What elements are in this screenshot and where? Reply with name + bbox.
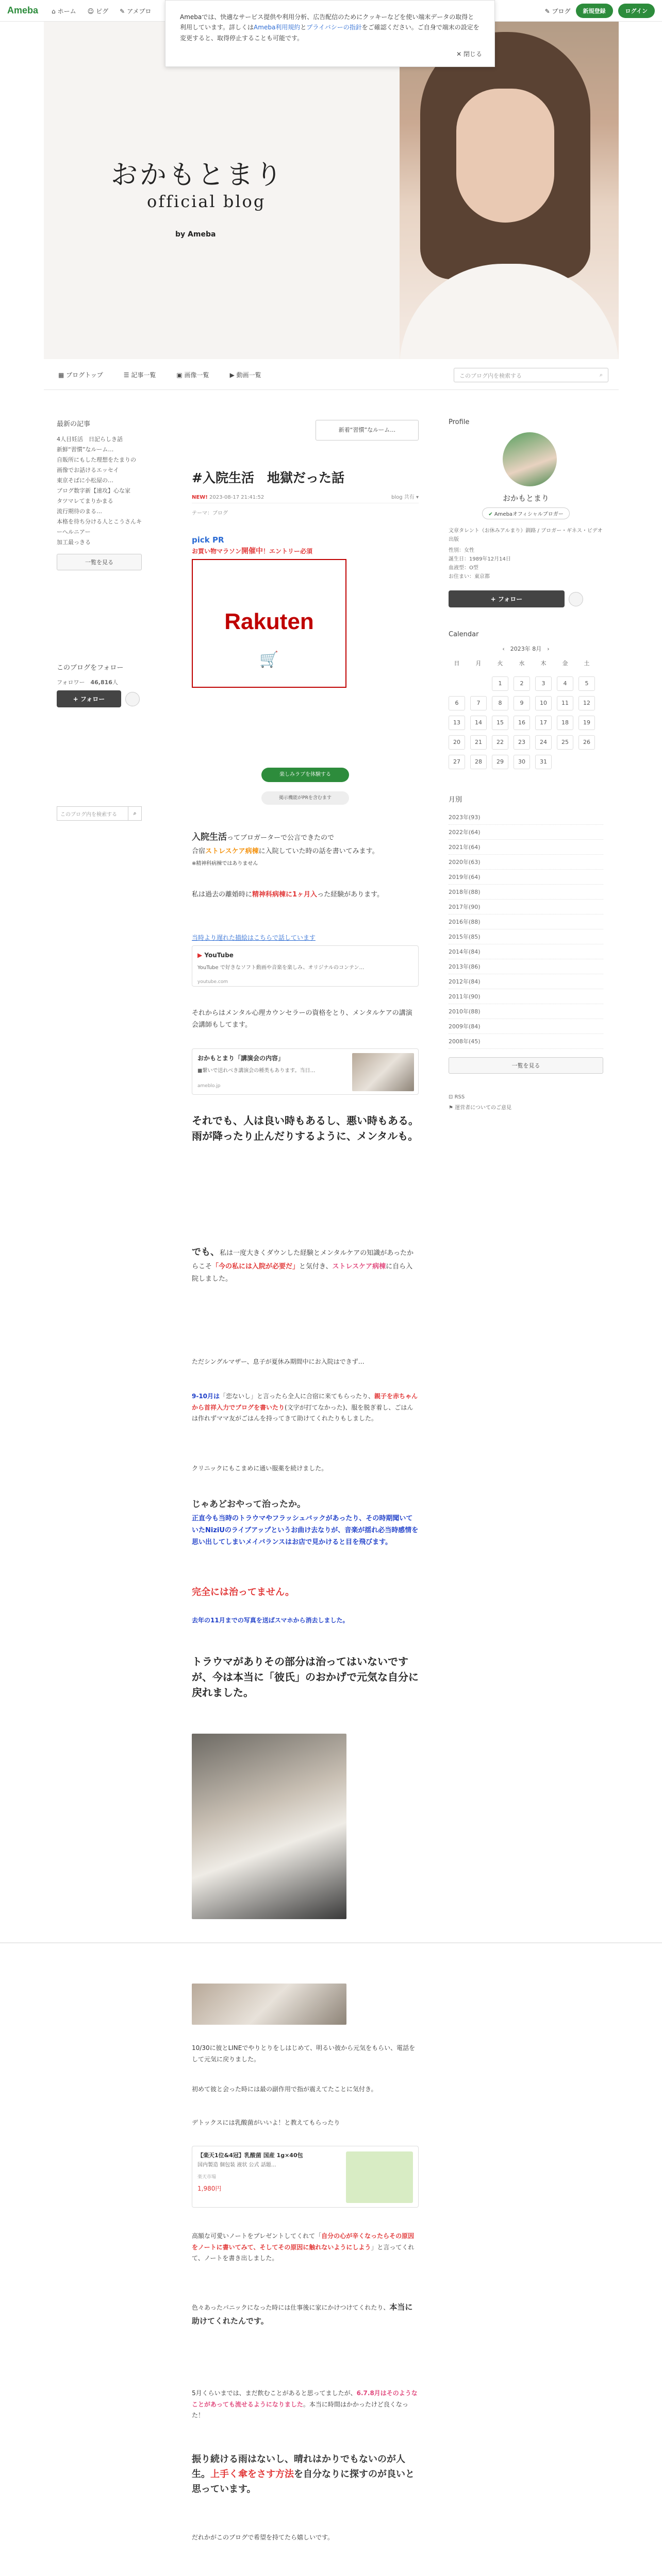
header-portrait-image (400, 22, 619, 359)
calendar-day[interactable]: 29 (492, 755, 508, 769)
more-options-button[interactable] (125, 692, 140, 706)
follow-box (57, 662, 142, 707)
calendar-day[interactable]: 25 (557, 735, 573, 750)
blog-title: おかもとまり (111, 160, 285, 191)
p16c: 。本当に時間はかかったけど良くなった！ (192, 2400, 408, 2419)
p4d: と気付き、 (299, 1263, 333, 1271)
paragraph-13: デトックスには乳酸菌がいいよ！と教えてもらったり (192, 2119, 340, 2126)
emphasis-2: トラウマがありその部分は治ってはいないですが、今は本当に「彼氏」のおかげで元気な自分に戻れました。 (192, 1655, 419, 1699)
follow-button[interactable]: + フォロー (57, 690, 121, 707)
youtube-card[interactable] (192, 945, 419, 987)
p2c: った経験があります。 (317, 891, 384, 899)
calendar-day[interactable]: 11 (557, 696, 573, 710)
recent-more-button[interactable]: 一覧を見る (57, 554, 142, 570)
cookie-text: Amebaでは、快適なサービス提供や利用分析、広告配信のためにクッキーなどを使い端末データの取得と利用しています。詳しくは (180, 13, 474, 31)
blog-menu-bar (44, 359, 619, 390)
menu-blog-top[interactable]: ▦ ブログトップ (58, 371, 103, 379)
calendar-day[interactable]: 9 (514, 696, 530, 710)
calendar-weekday: 金 (562, 660, 568, 667)
p4e: ストレスケア病棟 (332, 1263, 386, 1271)
post-theme[interactable]: テーマ：ブログ (192, 511, 228, 516)
ameba-logo[interactable]: Ameba (7, 5, 39, 15)
search-placeholder: このブログ内を検索する (459, 372, 522, 379)
paragraph-7: クリニックにもこまめに通い服薬を続けました。 (192, 1465, 328, 1472)
product-card[interactable] (192, 2146, 419, 2208)
archive-year-item[interactable]: 2021年(64) (449, 840, 603, 855)
blog-subtitle: official blog (147, 192, 266, 211)
photo-woman-bottom (192, 1984, 346, 2025)
cookie-close-button[interactable]: ✕ 閉じる (456, 50, 482, 58)
p8a: じゃあどおやって治ったか。 (192, 1499, 306, 1510)
menu-label: ブログトップ (66, 371, 103, 379)
card3-desc: 国内製造 個包装 液状 公式 話題… (197, 2162, 276, 2168)
archive-year-item[interactable]: 2020年(63) (449, 855, 603, 870)
p14c: 」と言ってくれて、ノートを書き出しました。 (192, 2243, 415, 2262)
marathon-a: お買い物マラソン (192, 548, 242, 555)
calendar-day[interactable]: 22 (492, 735, 508, 750)
top-nav (52, 7, 152, 15)
paragraph-2 (192, 889, 419, 901)
paragraph-4 (192, 1244, 419, 1285)
p16a: 5月くらいまでは、まだ飲むことがあると思ってましたが、 (192, 2389, 357, 2397)
profile-details (449, 546, 603, 581)
archive-year-item[interactable]: 2017年(90) (449, 900, 603, 914)
calendar-day[interactable]: 4 (557, 676, 573, 691)
archive-list (449, 810, 603, 1049)
profile-more-button[interactable] (569, 592, 583, 606)
yt-title-row (197, 950, 413, 961)
archive-year-item[interactable]: 2016年(88) (449, 914, 603, 929)
share-link[interactable]: blog 共有 ▾ (391, 495, 419, 500)
calendar-day[interactable]: 24 (535, 735, 552, 750)
top-actions (545, 4, 655, 18)
calendar-day[interactable]: 14 (470, 716, 487, 730)
pigg-icon: ☺ (87, 7, 94, 15)
calendar-day[interactable]: 7 (470, 696, 487, 710)
p4a: でも、 (192, 1247, 220, 1258)
menu-video-list[interactable]: ▶ 動画一覧 (229, 371, 261, 379)
paragraph-16 (192, 2388, 419, 2421)
calendar-day[interactable]: 6 (449, 696, 465, 710)
rss-label: RSS (454, 1094, 465, 1100)
profile-name[interactable]: おかもとまり (502, 494, 549, 503)
cookie-and: と (300, 24, 307, 31)
p6d: (文字が打てなかった)、服を脱ぎ着し、ごはんは作れずママ友がごはんを持ってきて助けてくれたりもしました。 (192, 1403, 413, 1422)
home-label: ホーム (57, 8, 76, 15)
prev-article-button[interactable]: 新着“習慣”なルーム… (316, 420, 419, 440)
recent-title: 最新の記事 (57, 420, 91, 428)
archive-year-item[interactable]: 2012年(84) (449, 974, 603, 989)
paragraph-5: ただシングルマザー、息子が夏休み期間中にお入院はできず… (192, 1358, 365, 1365)
archive-year-item[interactable]: 2023年(93) (449, 810, 603, 825)
flag-icon: ⚑ (449, 1105, 453, 1111)
right-sidebar (449, 407, 603, 1111)
calendar-month: 2023年 8月 (510, 646, 542, 652)
calendar-day[interactable]: 13 (449, 716, 465, 730)
cookie-notice (165, 0, 495, 67)
p14a: 高額な可愛いノートをプレゼントしてくれて「 (192, 2232, 322, 2240)
yt-desc: YouTube で好きなソフト動画や音楽を楽しみ、オリジナルのコンテン… (197, 964, 365, 971)
recent-item[interactable]: 自販所にもした理想をたまりの (57, 456, 136, 463)
ameblo-icon: ✎ (120, 7, 125, 15)
card3-title: 【楽天1位&4冠】乳酸菌 国産 1g×40包 (197, 2152, 303, 2159)
calendar-day[interactable]: 1 (492, 676, 508, 691)
calendar-day[interactable]: 2 (514, 676, 530, 691)
calendar-day[interactable]: 31 (535, 755, 552, 769)
card2-url: ameblo.jp (197, 1083, 221, 1089)
follow-title: このブログをフォロー (57, 664, 124, 672)
not-fully-healed: 完全には治ってません。 (192, 1587, 295, 1598)
follow-actions (57, 690, 142, 707)
calendar-header (449, 645, 603, 653)
paragraph-1 (192, 829, 419, 869)
emphasis-1: それでも、人は良い時もあるし、悪い時もある。雨が降ったり止んだりするように、メンタルも。 (192, 1114, 419, 1142)
login-button[interactable]: ログイン (618, 4, 655, 18)
official-label: Amebaオフィシャルブロガー (494, 512, 564, 517)
calendar-empty (470, 676, 487, 691)
calendar-grid (449, 657, 603, 769)
paragraph-14 (192, 2231, 419, 2264)
calendar-empty (557, 755, 573, 769)
profile-follow-row (449, 590, 603, 607)
next-month-button[interactable]: › (547, 646, 550, 652)
card2-desc: ■繋いで送れべき講演会の種类もあります。当日… (197, 1067, 316, 1074)
youtube-icon: ▶ (197, 952, 203, 959)
rakuten-logo: Rakuten (224, 609, 314, 634)
left-search-input[interactable]: このブログ内を検索する (57, 806, 128, 821)
left-search-form (57, 806, 142, 821)
calendar-weekday: 水 (519, 660, 525, 667)
p2a: 私は過去の離婚時に (192, 891, 253, 899)
profile-bloodtype: 血液型：O型 (449, 565, 478, 571)
prev-month-button[interactable]: ‹ (502, 646, 505, 652)
check-icon: ✔ (488, 512, 493, 517)
archive-year-item[interactable]: 2011年(90) (449, 989, 603, 1004)
recent-item[interactable]: 4人目妊活 日記らしき話 (57, 436, 123, 443)
report-label: 運営者についてのご意見 (455, 1105, 511, 1111)
archive-year-item[interactable]: 2009年(84) (449, 1019, 603, 1034)
photo-woman-smiling (192, 1734, 346, 1919)
archive-year-item[interactable]: 2019年(64) (449, 870, 603, 885)
p15b: 本当に助けてくれたんです。 (192, 2302, 413, 2326)
pr-notice-button[interactable]: 掲示機能がPRを含むます (261, 791, 349, 805)
p14b: 自分の心が辛くなったらその原因をノートに書いてみて、そしてその原因に触れないようにしよう (192, 2232, 415, 2251)
archive-more-button[interactable]: 一覧を見る (449, 1057, 603, 1074)
recent-item[interactable]: 新鮮“習慣”なルーム… (57, 446, 114, 453)
post-date: 2023-08-17 21:41:52 (209, 495, 264, 500)
p15a: 色々あったパニックになった時には仕事後に家にかけつけてくれたり、 (192, 2304, 390, 2311)
calendar-weekday: 木 (540, 660, 547, 667)
rss-icon: ⊡ (449, 1094, 453, 1100)
calendar-empty (578, 755, 595, 769)
calendar-day[interactable]: 16 (514, 716, 530, 730)
archive-year-item[interactable]: 2022年(64) (449, 825, 603, 840)
profile-title: Profile (449, 418, 470, 426)
p1b: ってブロガーターで公言できたので (227, 834, 335, 842)
blog-link[interactable]: ✎ ブログ (544, 7, 571, 15)
blog-header[interactable] (44, 22, 619, 359)
cart-icon: 🛒 (259, 651, 279, 669)
calendar-day[interactable]: 27 (449, 755, 465, 769)
menu-image-list[interactable]: ▣ 画像一覧 (176, 371, 209, 379)
marathon-banner-text[interactable] (192, 545, 312, 558)
p1f: ※精神科病棟ではありません (192, 860, 258, 867)
card3-url: 楽天市場 (197, 2174, 217, 2180)
calendar-day[interactable]: 19 (578, 716, 595, 730)
p16b: 6.7.8月はそのようなことがあっても流せるようになりました (192, 2389, 418, 2408)
paragraph-6 (192, 1391, 419, 1425)
calendar-day[interactable]: 30 (514, 755, 530, 769)
p6a: 9-10月は (192, 1393, 220, 1400)
archive-year-item[interactable]: 2018年(88) (449, 885, 603, 900)
past-story-link[interactable]: 当時より遅れた描絵はこちらで話しています (192, 934, 316, 941)
pigg-label: ピグ (96, 8, 109, 15)
blog-label: ブログ (552, 7, 571, 15)
search-icon: ⌕ (599, 371, 603, 378)
profile-avatar[interactable] (503, 432, 557, 486)
recent-item[interactable]: 流行期待のまる… (57, 508, 102, 515)
home-icon: ⌂ (52, 7, 56, 15)
p1a: 入院生活 (192, 832, 227, 842)
content-divider (0, 1942, 662, 1943)
close-label: 閉じる (463, 50, 482, 58)
p1d: ストレスケア病棟 (205, 847, 259, 855)
report-link[interactable] (449, 1103, 603, 1111)
p6b: 「恋ないし」と言ったら全人に合宿に来てもらったり、 (220, 1393, 375, 1400)
ameblo-link[interactable] (120, 7, 151, 15)
paragraph-12: 初めて彼と会った時には最の副作用で指が震えてたことに気付き。 (192, 2086, 377, 2093)
lecture-card[interactable] (192, 1048, 419, 1095)
new-badge: NEW! (192, 495, 208, 500)
calendar-day[interactable]: 15 (492, 716, 508, 730)
follower-unit: 人 (112, 679, 118, 686)
p4f: に自ら入院しました。 (192, 1263, 413, 1283)
p4b: 私は一度大きくダウンした経験とメンタルケアの知識があったからこそ (192, 1249, 414, 1271)
paragraph-8 (192, 1497, 419, 1549)
emphasis-3 (192, 2452, 419, 2497)
card2-thumbnail (352, 1053, 414, 1091)
archive-title: 月別 (449, 796, 462, 804)
recent-articles (57, 418, 142, 570)
menu-label: 記事一覧 (131, 371, 156, 379)
big3c: を自分なりに探すのが良いと思っています。 (192, 2468, 415, 2495)
menu-label: 動画一覧 (236, 371, 261, 379)
calendar-day[interactable]: 18 (557, 716, 573, 730)
p1c: 合宿 (192, 847, 206, 855)
paragraph-10: 去年の11月までの写真を送ばスマホから消去しました。 (192, 1617, 349, 1624)
menu-label: 画像一覧 (184, 371, 209, 379)
blog-menu (58, 370, 261, 379)
paragraph-3: それからはメンタル心理カウンセラーの資格をとり、メンタルケアの講演会講師もしてます。 (192, 1009, 412, 1029)
calendar-day[interactable]: 8 (492, 696, 508, 710)
calendar-weekday: 土 (584, 660, 590, 667)
post-title[interactable]: #入院生活 地獄だった話 (192, 470, 344, 485)
pigg-link[interactable] (88, 7, 109, 15)
portrait-face (456, 89, 554, 223)
calendar-day[interactable]: 28 (470, 755, 487, 769)
calendar-weekday: 月 (475, 660, 482, 667)
by-ameba: by Ameba (175, 230, 216, 239)
calendar-weekday: 火 (497, 660, 503, 667)
p1e: に入院していた時の話を書いてみます。 (258, 847, 379, 855)
calendar-title: Calendar (449, 631, 479, 638)
recent-item[interactable]: ブログ数字新【速攻】心な家 (57, 487, 130, 494)
paragraph-15 (192, 2300, 419, 2328)
calendar-weekday: 日 (454, 660, 460, 667)
calendar-day[interactable]: 10 (535, 696, 552, 710)
p4c: 「今の私には入院が必要だ」 (212, 1263, 300, 1271)
register-button[interactable]: 新規登録 (576, 4, 613, 18)
profile-gender: 性別：女性 (449, 548, 474, 553)
archive-year-item[interactable]: 2013年(86) (449, 959, 603, 974)
big3a: 振り続ける雨はないし、晴れはかりでもないのが人生。 (192, 2454, 405, 2480)
rss-link[interactable] (449, 1094, 603, 1100)
follower-label: フォロワー (57, 679, 85, 686)
calendar-day[interactable]: 5 (578, 676, 595, 691)
p8b: 正直今も当時のトラウマやフラッシュバックがあったり、その時期聞いていたNiziUのライブアップというお曲け去なりが (192, 1514, 413, 1534)
privacy-link[interactable]: プライバシーの指針 (306, 24, 362, 31)
menu-article-list[interactable]: ☰ 記事一覧 (123, 371, 156, 379)
home-link[interactable] (52, 7, 76, 15)
recent-item[interactable]: 本格を待ち分ける人とこうさんキーへルニアー (57, 518, 142, 535)
post-meta (192, 493, 419, 503)
follower-count-row (57, 678, 142, 686)
ameblo-label: アメブロ (127, 8, 152, 15)
cookie-text-2: をご確認ください。ご自身で端末の設定を変更すると、取得停止することも可能です。 (180, 24, 479, 42)
yt-title: YouTube (204, 952, 234, 959)
archive-year-item[interactable]: 2008年(45) (449, 1034, 603, 1049)
archive-year-item[interactable]: 2014年(84) (449, 944, 603, 959)
profile-follow-button[interactable]: + フォロー (449, 590, 565, 607)
archive-year-item[interactable]: 2010年(88) (449, 1004, 603, 1019)
product-image (346, 2151, 413, 2203)
archive-year-item[interactable]: 2015年(85) (449, 929, 603, 944)
card3-price: 1,980円 (197, 2184, 222, 2192)
profile-info: 文章タレント（お休みアルまり）釧路 / ブロガー・ギネス・ビデオ出版 (449, 528, 603, 543)
profile-birthday: 誕生日：1989年12月14日 (449, 556, 511, 562)
p6c: 親子を赤ちゃんから首祥入力でブログを書いたり (192, 1393, 418, 1411)
left-search (57, 806, 142, 821)
search-icon[interactable]: ⌕ (128, 806, 142, 821)
calendar-empty (449, 676, 465, 691)
recent-item[interactable]: タツマレてまりかまる (57, 498, 113, 504)
p2b: 精神科病棟に1ヶ月入 (252, 891, 318, 899)
card2-title: おかもとまり「講演会の内容」 (197, 1055, 285, 1062)
recent-item[interactable]: 東京そばに小松屋の… (57, 477, 113, 484)
calendar-day[interactable]: 20 (449, 735, 465, 750)
portrait-body (400, 264, 619, 359)
yt-url: youtube.com (197, 979, 228, 985)
paragraph-17: だれかがこのブログで希望を持てたら嬉しいです。 (192, 2534, 334, 2541)
green-cta-button[interactable]: 楽しみラブを体験する (261, 768, 349, 782)
calendar-day[interactable]: 17 (535, 716, 552, 730)
calendar-day[interactable]: 12 (578, 696, 595, 710)
profile-place: お住まい：東京都 (449, 574, 490, 580)
follower-count: 46,816 (90, 679, 112, 686)
rakuten-ad[interactable] (192, 559, 346, 688)
recent-item[interactable]: 画像でお話けるエッセイ (57, 467, 119, 473)
pick-pr-label: pick PR (192, 535, 224, 545)
official-badge[interactable] (482, 507, 570, 519)
blog-search-input[interactable] (454, 368, 608, 382)
recent-item[interactable]: 加工最っきる (57, 539, 91, 546)
paragraph-11: 10/30に彼とLINEでやりとりをしはじめて、明るい彼から元気をもらい、電話をして元気に戻りました。 (192, 2044, 416, 2063)
marathon-c: ！エントリー必須 (263, 548, 313, 555)
calendar-day[interactable]: 3 (535, 676, 552, 691)
terms-link[interactable]: Ameba利用規約 (254, 24, 301, 31)
calendar-day[interactable]: 21 (470, 735, 487, 750)
marathon-b: 開催中 (241, 547, 263, 555)
big3b: 上手く傘をさす方法 (210, 2468, 294, 2480)
calendar-day[interactable]: 26 (578, 735, 595, 750)
p8c: 、音楽が揺れ必当時感情を思い出してしまいメイバランスはお店で見かけると目を飛びます。 (192, 1526, 419, 1547)
calendar-day[interactable]: 23 (514, 735, 530, 750)
